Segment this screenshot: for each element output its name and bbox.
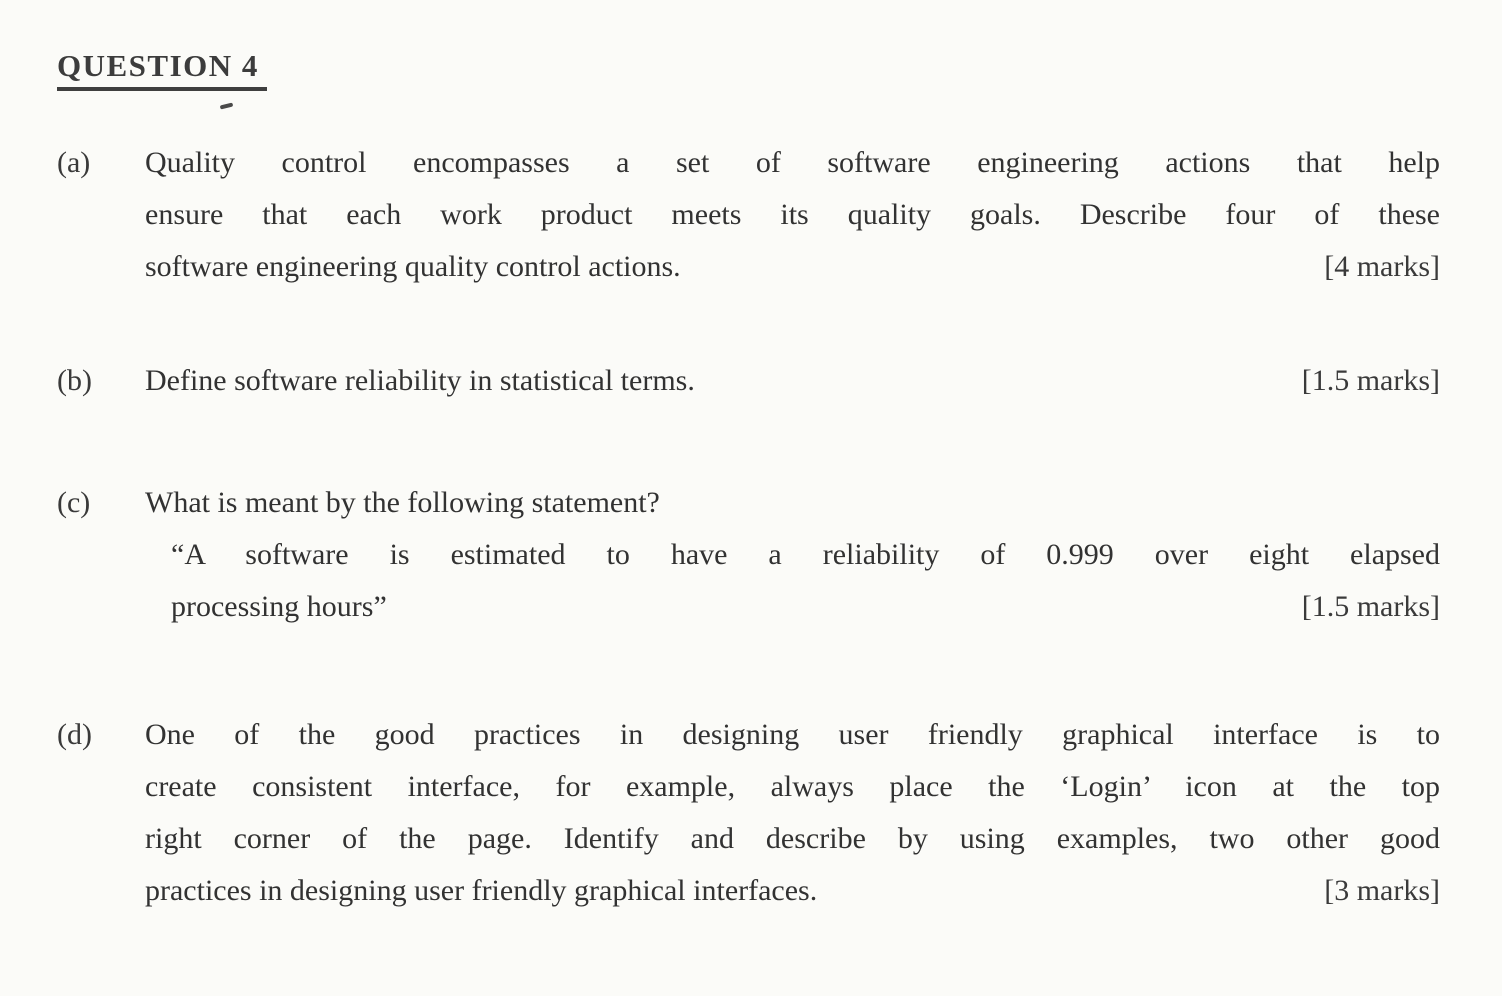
question-part-a [57, 137, 1440, 293]
question-text-line: right corner of the page. Identify and describe by using examples, two other good [145, 822, 1440, 855]
scan-artifact-mark [220, 102, 234, 109]
question-text-line: ensure that each work product meets its quality goals. Describe four of these [145, 198, 1440, 231]
part-body [145, 355, 1440, 407]
part-label: (c) [57, 486, 91, 519]
question-last-line [171, 581, 1440, 633]
question-text-line: software engineering quality control actions. [145, 250, 681, 283]
question-text-line: processing hours” [171, 590, 387, 623]
question-text-line: “A software is estimated to have a reliability of 0.999 over eight elapsed [171, 538, 1440, 571]
question-text-line: Define software reliability in statistical terms. [145, 364, 695, 397]
question-text-line: One of the good practices in designing user friendly graphical interface is to [145, 718, 1440, 751]
question-part-c [57, 477, 1440, 633]
question-last-line [145, 355, 1440, 407]
question-text-line: Quality control encompasses a set of software engineering actions that help [145, 146, 1440, 179]
quoted-statement [145, 529, 1440, 633]
question-part-d [57, 709, 1440, 917]
marks-label: [4 marks] [1324, 250, 1440, 283]
question-text-line: create consistent interface, for example, always place the ‘Login’ icon at the top [145, 770, 1440, 803]
part-body [145, 477, 1440, 633]
question-last-line [145, 865, 1440, 917]
question-heading: QUESTION 4 [57, 48, 267, 91]
part-body [145, 709, 1440, 917]
question-part-b [57, 355, 1440, 407]
part-label: (a) [57, 146, 91, 179]
part-label: (d) [57, 718, 92, 751]
question-text-line: practices in designing user friendly graphical interfaces. [145, 874, 818, 907]
question-last-line [145, 241, 1440, 293]
part-label: (b) [57, 364, 92, 397]
marks-label: [1.5 marks] [1301, 590, 1440, 623]
marks-label: [1.5 marks] [1301, 364, 1440, 397]
question-text-line: What is meant by the following statement? [145, 486, 660, 519]
part-body [145, 137, 1440, 293]
marks-label: [3 marks] [1324, 874, 1440, 907]
